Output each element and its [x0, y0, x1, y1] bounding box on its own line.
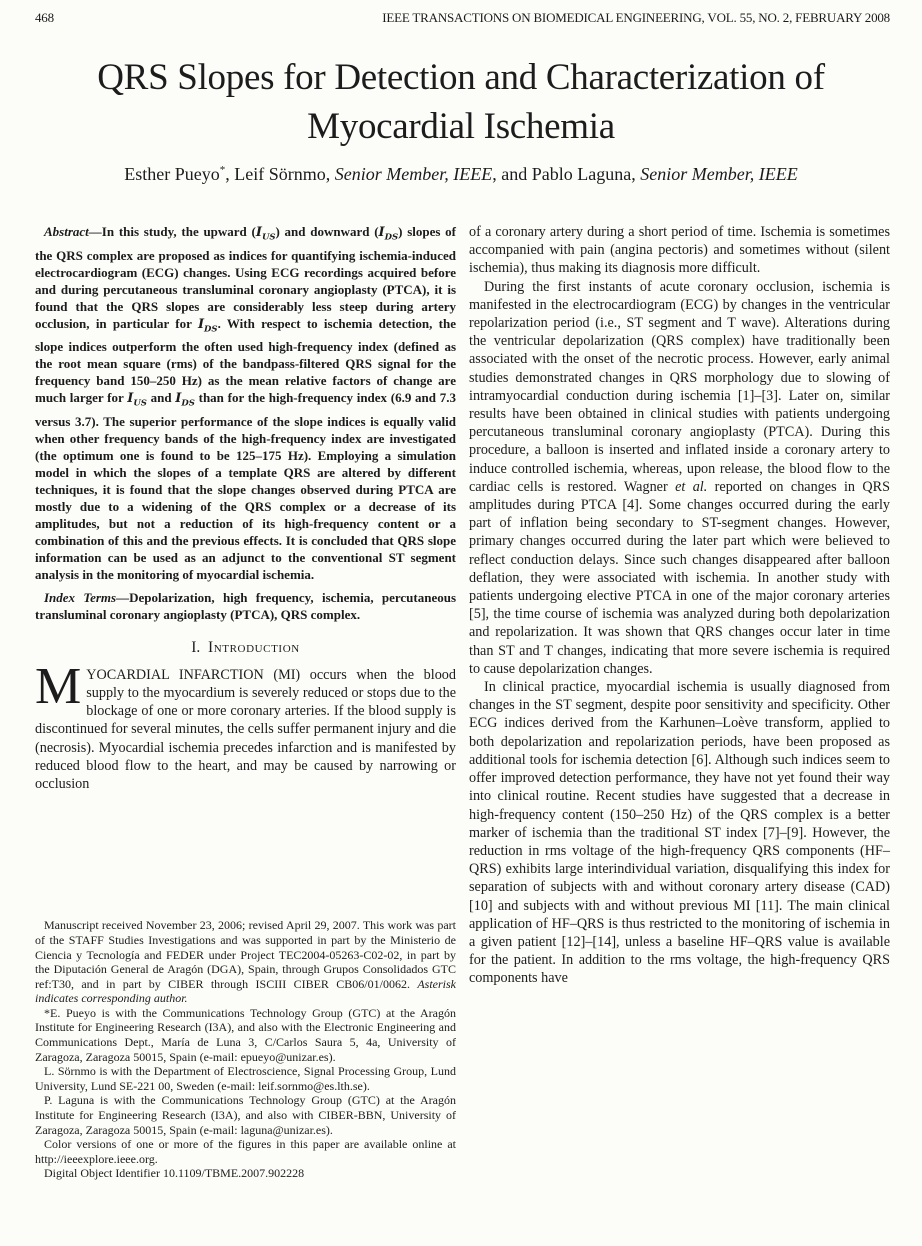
- body-paragraph-3: In clinical practice, myocardial ischemia is usually diagnosed from changes in the ST segment, despite poor sensitivity and specificity. Other ECG indices derived from the Karhunen–Loève transform, applied to both depolarization and repolarization periods, have been proposed as additional tools for ischemia detection [6]. Although such indices seem to offer improved detection performance, they have not yet found their way into clinical routine. Recent studies have suggested that a decrease in high-frequency content (150–250 Hz) of the QRS complex is a better marker of ischemia than the traditional ST index [7]–[9]. However, the reduction in rms voltage of the high-frequency QRS components (HF–QRS) exhibits large interindividual variation, disqualifying this index for separation of subjects with and without coronary artery disease (CAD) [10] and subjects with and without previous MI [11]. The main clinical application of HF–QRS is thus restricted to the monitoring of ischemia in a given patient [12]–[14], unless a baseline HF–QRS value is available for the patient. In addition to the rms voltage, the high-frequency QRS components have: [469, 679, 890, 987]
- drop-cap: M: [35, 657, 82, 715]
- author-role-laguna: Senior Member, IEEE: [640, 164, 798, 184]
- footnote-color-versions: Color versions of one or more of the figures in this paper are available online at http://ieeexplore.ieee.org.: [35, 1137, 456, 1166]
- abstract-text: and: [146, 390, 176, 406]
- abstract-paragraph: [35, 223, 456, 583]
- author-role-sornmo: Senior Member, IEEE: [334, 164, 493, 184]
- index-terms-text: Depolarization, high frequency, ischemia, percutaneous transluminal coronary angioplasty (PTCA), QRS complex.: [35, 589, 457, 622]
- footnote-corresponding-note: Asterisk indicates corresponding author.: [35, 976, 456, 1006]
- page-number: 468: [35, 10, 54, 25]
- intro-paragraph: [35, 657, 456, 793]
- section-heading-introduction: [35, 639, 456, 657]
- journal-title: IEEE TRANSACTIONS ON BIOMEDICAL ENGINEERING, VOL. 55, NO. 2, FEBRUARY 2008: [382, 10, 890, 25]
- footnote-manuscript: [35, 918, 456, 1006]
- math-script-I-ds: [175, 391, 195, 409]
- body-text: reported on changes in QRS amplitudes during PTCA [4]. Some changes occurred during the early part of inflation being secondary to ST-segment changes. However, primary changes occurred during the later part which were believed to reflect conduction delays. Since such changes disappeared after balloon deflation, they were associated with ischemia. In another study with patients undergoing elective PTCA in one of the major coronary arteries [5], the time course of ischemia was analyzed during both depolarization and repolarization. It was shown that QRS changes occur later in time than ST and T changes, indicating that more severe ischemia is required to cause depolarization changes.: [469, 478, 890, 677]
- column-right: [469, 223, 890, 1191]
- authors-line: [0, 164, 922, 185]
- section-number: I.: [191, 638, 201, 656]
- abstract-text: ) slopes of the QRS complex are proposed as indices for quantifying ischemia-induced electrocardiogram (ECG) changes. Using ECG recordings acquired before and during percutaneous transluminal coronary angioplasty (PTCA), it is found that the QRS slopes are considerably less steep during artery occlusion, in particular for: [35, 224, 457, 331]
- math-symbol: I: [255, 225, 262, 240]
- abstract-text: In this study, the upward (: [101, 224, 256, 239]
- abstract-text: . With respect to ischemia detection, the slope indices outperform the often used high-frequency index (defined as the root mean square (rms) of the bandpass-filtered QRS signal for the frequency band 150–250 Hz) as the mean relative factors of change are much larger for: [35, 315, 456, 406]
- paper-title-line1: QRS Slopes for Detection and Characterization of: [97, 57, 825, 98]
- math-subscript: DS: [384, 232, 399, 243]
- abstract-label: Abstract—: [44, 224, 102, 239]
- math-symbol: I: [127, 391, 134, 407]
- math-subscript: DS: [181, 398, 195, 409]
- math-script-I-ds: [378, 225, 399, 243]
- page-header: [0, 0, 922, 26]
- math-script-I-us: [255, 225, 276, 243]
- footnote-affiliation-laguna: P. Laguna is with the Communications Technology Group (GTC) at the Aragón Institute for Engineering Research (I3A), and also with CIBER-BBN, University of Zaragoza, Zaragoza 50015, Spain (e-mail: laguna@unizar.es).: [35, 1093, 456, 1137]
- author-name-pueyo: Esther Pueyo: [124, 164, 220, 184]
- author-name-sornmo: Leif Sörnmo,: [234, 164, 335, 184]
- math-script-I-us: [127, 391, 147, 409]
- footnote-text: Manuscript received November 23, 2006; revised April 29, 2007. This work was part of the STAFF Studies Investigations and was supported in part by the Ministerio de Ciencia y Tecnología and FEDER under Project TEC2004-05263-C02-02, in part by the Diputación General de Aragón (DGA), Spain, through Grupos Consolidados GTC ref:T30, and in part by CIBER through ISCIII CIBER CB06/01/0062.: [35, 918, 456, 991]
- index-terms-paragraph: [35, 589, 456, 623]
- author-separator: ,: [225, 164, 235, 184]
- abstract-text: ) and downward (: [275, 224, 379, 239]
- paper-title-line2: Myocardial Ischemia: [307, 106, 615, 147]
- math-symbol: I: [175, 391, 182, 407]
- paper-title: [0, 53, 922, 151]
- body-paragraph-2: [469, 278, 890, 678]
- author-name-laguna: Pablo Laguna,: [531, 164, 641, 184]
- footnote-doi: Digital Object Identifier 10.1109/TBME.2007.902228: [44, 1166, 305, 1181]
- math-subscript: US: [133, 398, 147, 409]
- section-title: Introduction: [207, 638, 300, 656]
- math-symbol: I: [378, 225, 385, 240]
- footnote-affiliation-pueyo: *E. Pueyo is with the Communications Technology Group (GTC) at the Aragón Institute for Engineering Research (I3A), and also with the Electronic Engineering and Communications Dept., María de Luna 3, C/Carlos Saura 5, 4a, University of Zaragoza, Zaragoza 50015, Spain (e-mail: epueyo@unizar.es).: [35, 1005, 456, 1064]
- corresponding-author-mark: *: [219, 164, 226, 176]
- body-text: During the first instants of acute coronary occlusion, ischemia is manifested in the electrocardiogram (ECG) by changes in the ventricular repolarization period (i.e., ST segment and T wave). Alterations during the ventricular depolarization (QRS complex) have traditionally been associated with the onset of the necrotic process. However, early animal studies demonstrated changes in QRS morphology due to slowing of intramyocardial conduction during ischemia [1]–[3]. Later on, similar results have been obtained in clinical studies with patients undergoing percutaneous transluminal coronary angioplasty (PTCA). During this procedure, a balloon is inserted and inflated inside a coronary artery to induce controlled ischemia, whereas, upon release, the blood flow to the cardiac cells is restored. Wagner: [469, 278, 890, 495]
- footnotes-block: [35, 918, 456, 1181]
- abstract-text: than for the high-frequency index (6.9 and 7.3 versus 3.7). The superior performance of the slope indices is equally valid when other frequency bands of the high-frequency index are investigated (the optimum one is found to be 125–175 Hz). Employing a simulation model in which the slopes of a template QRS are altered by different techniques, it is found that the slope changes observed during PTCA are mostly due to a widening of the QRS complex or a decrease of its amplitudes, but not a reduction of its high-frequency content or a combination of this and the previous effects. It is concluded that QRS slope information can be used as an adjunct to the conventional ST segment analysis in the monitoring of myocardial ischemia.: [35, 390, 456, 582]
- two-column-body: [0, 223, 922, 1191]
- index-terms-label: Index Terms—: [44, 589, 130, 605]
- footnote-affiliation-sornmo: L. Sörnmo is with the Department of Electroscience, Signal Processing Group, Lund University, Lund SE-221 00, Sweden (e-mail: leif.sornmo@es.lth.se).: [35, 1064, 456, 1093]
- column-left: [35, 223, 456, 1191]
- author-separator: , and: [492, 164, 532, 184]
- intro-first-words: YOCARDIAL INFARCTION (MI): [86, 666, 301, 683]
- et-al-italic: et al.: [675, 478, 708, 495]
- math-script-I-ds: [197, 316, 218, 335]
- math-symbol: I: [197, 316, 205, 332]
- intro-continuation-paragraph: of a coronary artery during a short period of time. Ischemia is sometimes accompanied with pain (angina pectoris) and sometimes without (silent ischemia), thus making its diagnosis more difficult.: [469, 224, 890, 277]
- intro-text: occurs when the blood supply to the myocardium is severely reduced or stops due to the blockage of one or more coronary arteries. If the blood supply is discontinued for several minutes, the cells suffer permanent injury and die (necrosis). Myocardial ischemia precedes infarction and is manifested by reduced blood flow to the heart, and may be caused by narrowing or occlusion: [35, 666, 456, 792]
- math-subscript: US: [261, 232, 276, 243]
- math-subscript: DS: [204, 324, 218, 335]
